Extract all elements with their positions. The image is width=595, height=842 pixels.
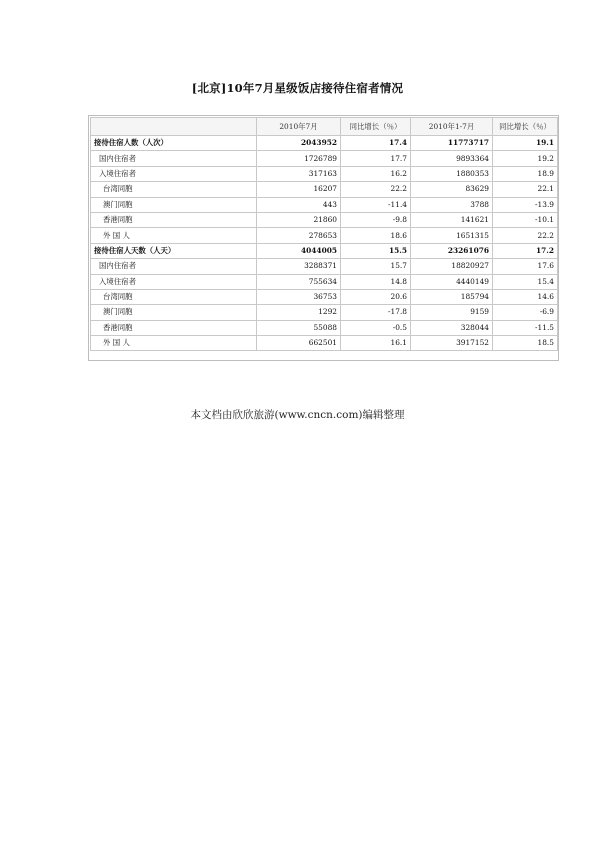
value-july: 662501 [257, 336, 341, 351]
growth-july: 15.5 [341, 243, 411, 258]
value-jan-jul: 11773717 [411, 136, 493, 151]
table-row [91, 274, 558, 289]
row-label: 澳门同胞 [91, 197, 257, 212]
value-july: 3288371 [257, 259, 341, 274]
growth-jan-jul: 14.6 [493, 289, 558, 304]
value-july: 55088 [257, 320, 341, 335]
table-header-row [91, 118, 558, 136]
growth-july: 22.2 [341, 182, 411, 197]
growth-jan-jul: 17.2 [493, 243, 558, 258]
row-label: 接待住宿人天数（人天） [91, 243, 257, 258]
value-jan-jul: 141621 [411, 212, 493, 227]
growth-jan-jul: 22.1 [493, 182, 558, 197]
value-jan-jul: 328044 [411, 320, 493, 335]
table-row [91, 320, 558, 335]
row-label: 国内住宿者 [91, 151, 257, 166]
value-jan-jul: 3917152 [411, 336, 493, 351]
table-row [91, 305, 558, 320]
value-july: 21860 [257, 212, 341, 227]
hotel-stats-table [90, 117, 558, 351]
growth-jan-jul: 15.4 [493, 274, 558, 289]
growth-jan-jul: 18.5 [493, 336, 558, 351]
growth-jan-jul: -11.5 [493, 320, 558, 335]
growth-july: 20.6 [341, 289, 411, 304]
value-jan-jul: 185794 [411, 289, 493, 304]
table-row [91, 197, 558, 212]
footer-note: 本文档由欣欣旅游(www.cncn.com)编辑整理 [190, 409, 405, 421]
value-jan-jul: 1880353 [411, 166, 493, 181]
growth-jan-jul: 18.9 [493, 166, 558, 181]
header-cell-jan-jul: 2010年1-7月 [411, 118, 493, 136]
table-row [91, 151, 558, 166]
value-july: 1292 [257, 305, 341, 320]
row-label: 外 国 人 [91, 336, 257, 351]
growth-july: 16.1 [341, 336, 411, 351]
value-july: 1726789 [257, 151, 341, 166]
growth-july: 16.2 [341, 166, 411, 181]
value-july: 443 [257, 197, 341, 212]
growth-july: -17.8 [341, 305, 411, 320]
growth-jan-jul: -13.9 [493, 197, 558, 212]
value-july: 36753 [257, 289, 341, 304]
value-jan-jul: 83629 [411, 182, 493, 197]
growth-july: 18.6 [341, 228, 411, 243]
growth-jan-jul: 19.1 [493, 136, 558, 151]
row-label: 入境住宿者 [91, 166, 257, 181]
header-cell-empty [91, 118, 257, 136]
growth-july: -9.8 [341, 212, 411, 227]
value-july: 278653 [257, 228, 341, 243]
growth-july: 15.7 [341, 259, 411, 274]
value-july: 755634 [257, 274, 341, 289]
value-jan-jul: 23261076 [411, 243, 493, 258]
value-july: 2043952 [257, 136, 341, 151]
table-row [91, 212, 558, 227]
row-label: 国内住宿者 [91, 259, 257, 274]
table-row [91, 243, 558, 258]
row-label: 台湾同胞 [91, 289, 257, 304]
growth-july: 14.8 [341, 274, 411, 289]
row-label: 澳门同胞 [91, 305, 257, 320]
growth-jan-jul: -6.9 [493, 305, 558, 320]
row-label: 香港同胞 [91, 320, 257, 335]
value-jan-jul: 9159 [411, 305, 493, 320]
growth-jan-jul: 19.2 [493, 151, 558, 166]
table-row [91, 166, 558, 181]
growth-jan-jul: -10.1 [493, 212, 558, 227]
growth-july: 17.4 [341, 136, 411, 151]
table-row [91, 259, 558, 274]
row-label: 外 国 人 [91, 228, 257, 243]
value-july: 317163 [257, 166, 341, 181]
table-row [91, 228, 558, 243]
header-cell-yoy-july: 同比增长（％） [341, 118, 411, 136]
header-cell-yoy-jan-jul: 同比增长（％） [493, 118, 558, 136]
value-jan-jul: 3788 [411, 197, 493, 212]
value-jan-jul: 4440149 [411, 274, 493, 289]
table-row [91, 182, 558, 197]
row-label: 接待住宿人数（人次） [91, 136, 257, 151]
header-cell-july: 2010年7月 [257, 118, 341, 136]
value-july: 4044005 [257, 243, 341, 258]
growth-july: -0.5 [341, 320, 411, 335]
value-jan-jul: 18820927 [411, 259, 493, 274]
row-label: 台湾同胞 [91, 182, 257, 197]
table-row [91, 289, 558, 304]
value-jan-jul: 9893364 [411, 151, 493, 166]
table-row [91, 336, 558, 351]
growth-jan-jul: 22.2 [493, 228, 558, 243]
growth-july: 17.7 [341, 151, 411, 166]
row-label: 香港同胞 [91, 212, 257, 227]
row-label: 入境住宿者 [91, 274, 257, 289]
growth-july: -11.4 [341, 197, 411, 212]
value-july: 16207 [257, 182, 341, 197]
page-title: [北京]10年7月星级饭店接待住宿者情况 [191, 81, 404, 95]
table-row [91, 136, 558, 151]
value-jan-jul: 1651315 [411, 228, 493, 243]
growth-jan-jul: 17.6 [493, 259, 558, 274]
